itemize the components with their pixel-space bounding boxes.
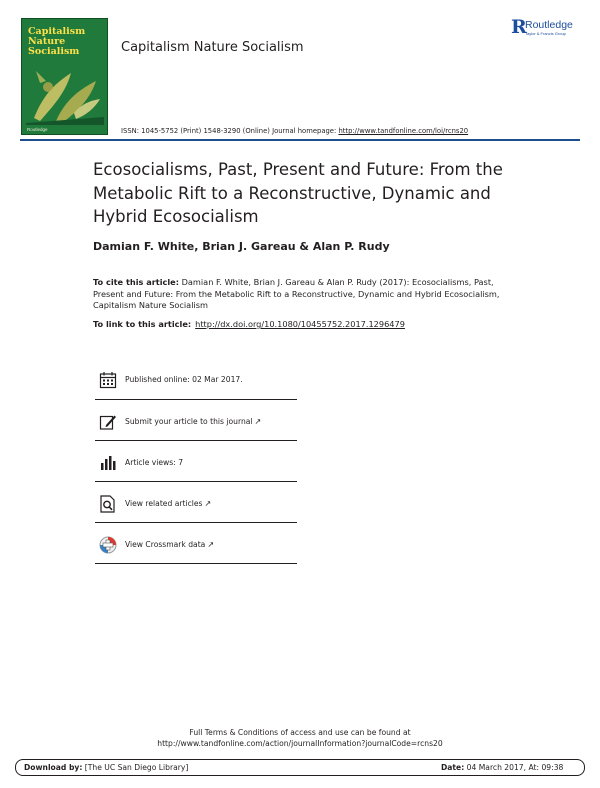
citation-text: Damian F. White, Brian J. Gareau & Alan P. Rudy (2017): Ecosocialisms, Past, Present and Future: From the Metabolic Rift to a Reconstructive, Dynamic and Hybrid Ecosocialism, Capitalism Nature Socialism	[93, 277, 500, 310]
crossmark-link[interactable]: View Crossmark data ↗	[125, 540, 215, 549]
download-date-label: Date:	[441, 763, 465, 772]
info-divider	[95, 522, 297, 523]
calendar-icon	[99, 371, 117, 389]
info-divider	[95, 481, 297, 482]
info-divider	[95, 440, 297, 441]
downloaded-by	[24, 763, 188, 772]
download-info-bar	[15, 759, 585, 776]
journal-cover-image	[21, 18, 108, 135]
publisher-name: Routledge	[525, 19, 573, 31]
citation-block	[93, 277, 513, 312]
external-link-icon: ↗	[254, 417, 262, 426]
issn-line	[121, 127, 468, 135]
article-authors: Damian F. White, Brian J. Gareau & Alan P. Rudy	[93, 240, 390, 253]
issn-text: ISSN: 1045-5752 (Print) 1548-3290 (Online) Journal homepage:	[121, 127, 339, 135]
downloaded-by-label: Download by:	[24, 763, 83, 772]
journal-name: Capitalism Nature Socialism	[121, 40, 304, 55]
download-date-value: 04 March 2017, At: 09:38	[464, 763, 564, 772]
info-divider	[95, 399, 297, 400]
journal-homepage-link[interactable]: http://www.tandfonline.com/loi/rcns20	[338, 127, 469, 135]
published-online-label: Published online: 02 Mar 2017.	[125, 375, 243, 384]
submit-article-link[interactable]: Submit your article to this journal ↗	[125, 417, 262, 426]
search-document-icon	[99, 495, 117, 513]
external-link-icon: ↗	[204, 499, 212, 508]
download-date	[441, 763, 563, 772]
terms-notice	[0, 727, 600, 749]
routledge-logo	[511, 18, 591, 40]
article-link-row	[93, 319, 405, 329]
article-views-label: Article views: 7	[125, 458, 184, 467]
header-divider	[20, 139, 580, 141]
info-divider	[95, 563, 297, 564]
crossmark-icon	[99, 536, 117, 554]
bar-chart-icon	[99, 454, 117, 472]
routledge-r-icon: R	[511, 16, 527, 38]
cover-illustration	[26, 63, 104, 125]
citation-label: To cite this article:	[93, 277, 179, 287]
published-online-item	[95, 363, 297, 404]
related-articles-link[interactable]: View related articles ↗	[125, 499, 212, 508]
cover-title: Capitalism Nature Socialism	[28, 26, 86, 57]
publisher-tagline: Taylor & Francis Group	[525, 31, 566, 36]
cover-publisher-text: Routledge	[27, 127, 48, 132]
pencil-icon	[99, 413, 117, 431]
terms-text: Full Terms & Conditions of access and use can be found at	[189, 728, 411, 737]
doi-link[interactable]: http://dx.doi.org/10.1080/10455752.2017.1296479	[195, 319, 405, 329]
external-link-icon: ↗	[207, 540, 215, 549]
article-title: Ecosocialisms, Past, Present and Future: From the Metabolic Rift to a Reconstructive, Dynamic and Hybrid Ecosocialism	[93, 160, 503, 226]
link-label: To link to this article:	[93, 319, 192, 329]
terms-link[interactable]: http://www.tandfonline.com/action/journalInformation?journalCode=rcns20	[157, 739, 443, 748]
downloaded-by-value: [The UC San Diego Library]	[82, 763, 189, 772]
